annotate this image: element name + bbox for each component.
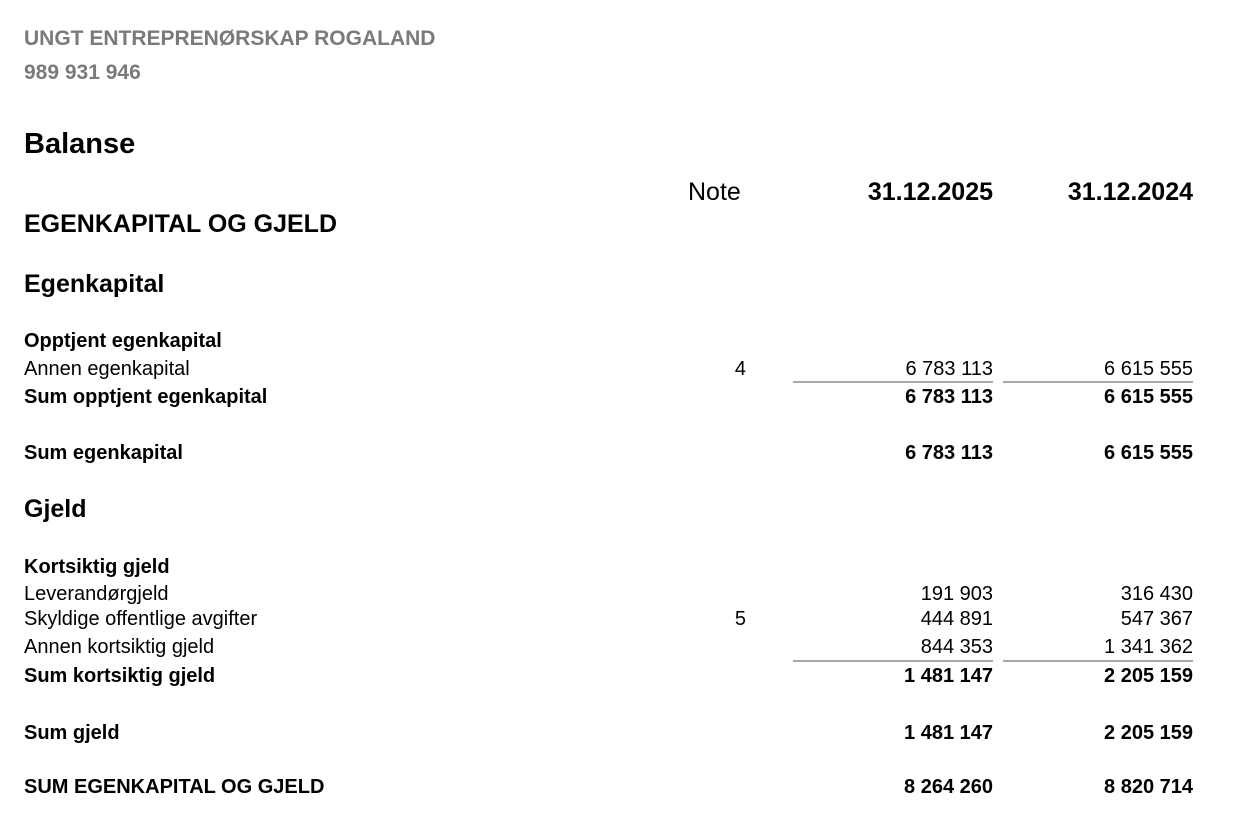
row-label: Sum egenkapital (24, 442, 183, 464)
row-value-2024: 6 615 555 (1104, 358, 1193, 380)
row-value-2024: 547 367 (1120, 608, 1193, 630)
subheading-label: Opptjent egenkapital (24, 330, 222, 352)
subtotal-earned-equity (0, 386, 1240, 408)
row-label: Sum kortsiktig gjeld (24, 665, 216, 687)
row-note: 5 (734, 608, 746, 630)
grand-total-equity-and-liabilities (0, 776, 1240, 798)
subtotal-rule-2024 (1003, 381, 1193, 383)
row-label: Sum gjeld (24, 722, 120, 744)
subtotal-rule-2025 (793, 660, 993, 662)
organization-name: UNGT ENTREPRENØRSKAP ROGALAND (24, 27, 436, 50)
row-label: Annen kortsiktig gjeld (24, 636, 215, 658)
organization-number: 989 931 946 (24, 61, 141, 84)
year-2025-column-header: 31.12.2025 (867, 178, 993, 206)
section-heading-liabilities: Gjeld (24, 495, 87, 523)
row-value-2024: 2 205 159 (1104, 722, 1193, 744)
row-label: Leverandørgjeld (24, 583, 169, 605)
row-value-2024: 316 430 (1120, 583, 1193, 605)
row-value-2025: 8 264 260 (904, 776, 993, 798)
row-value-2024: 1 341 362 (1104, 636, 1193, 658)
row-label: SUM EGENKAPITAL OG GJELD (24, 776, 325, 798)
row-note: 4 (734, 358, 746, 380)
row-value-2024: 8 820 714 (1104, 776, 1193, 798)
subtotal-rule-2025 (793, 381, 993, 383)
page-title: Balanse (24, 128, 136, 160)
table-row-accounts-payable (0, 583, 1240, 605)
row-label: Sum opptjent egenkapital (24, 386, 268, 408)
table-row-other-equity (0, 358, 1240, 380)
subheading-earned-equity (0, 330, 1240, 352)
total-liabilities (0, 722, 1240, 744)
note-column-header: Note (688, 178, 741, 206)
row-value-2025: 844 353 (920, 636, 993, 658)
row-value-2024: 6 615 555 (1104, 386, 1193, 408)
row-value-2025: 191 903 (920, 583, 993, 605)
row-value-2025: 1 481 147 (904, 665, 993, 687)
subheading-label: Kortsiktig gjeld (24, 556, 170, 578)
section-heading-equity-and-liabilities: EGENKAPITAL OG GJELD (24, 210, 338, 238)
row-value-2025: 6 783 113 (905, 386, 993, 408)
row-value-2024: 6 615 555 (1104, 442, 1193, 464)
row-value-2025: 6 783 113 (905, 442, 993, 464)
row-value-2025: 1 481 147 (904, 722, 993, 744)
year-2024-column-header: 31.12.2024 (1067, 178, 1193, 206)
row-label: Skyldige offentlige avgifter (24, 608, 258, 630)
row-value-2025: 444 891 (920, 608, 993, 630)
row-value-2025: 6 783 113 (905, 358, 993, 380)
table-row-other-current-liabilities (0, 636, 1240, 658)
table-row-public-duties-payable (0, 608, 1240, 630)
row-label: Annen egenkapital (24, 358, 190, 380)
row-value-2024: 2 205 159 (1104, 665, 1193, 687)
section-heading-equity: Egenkapital (24, 270, 165, 298)
subtotal-current-liabilities (0, 665, 1240, 687)
subheading-current-liabilities (0, 556, 1240, 578)
subtotal-rule-2024 (1003, 660, 1193, 662)
total-equity (0, 442, 1240, 464)
